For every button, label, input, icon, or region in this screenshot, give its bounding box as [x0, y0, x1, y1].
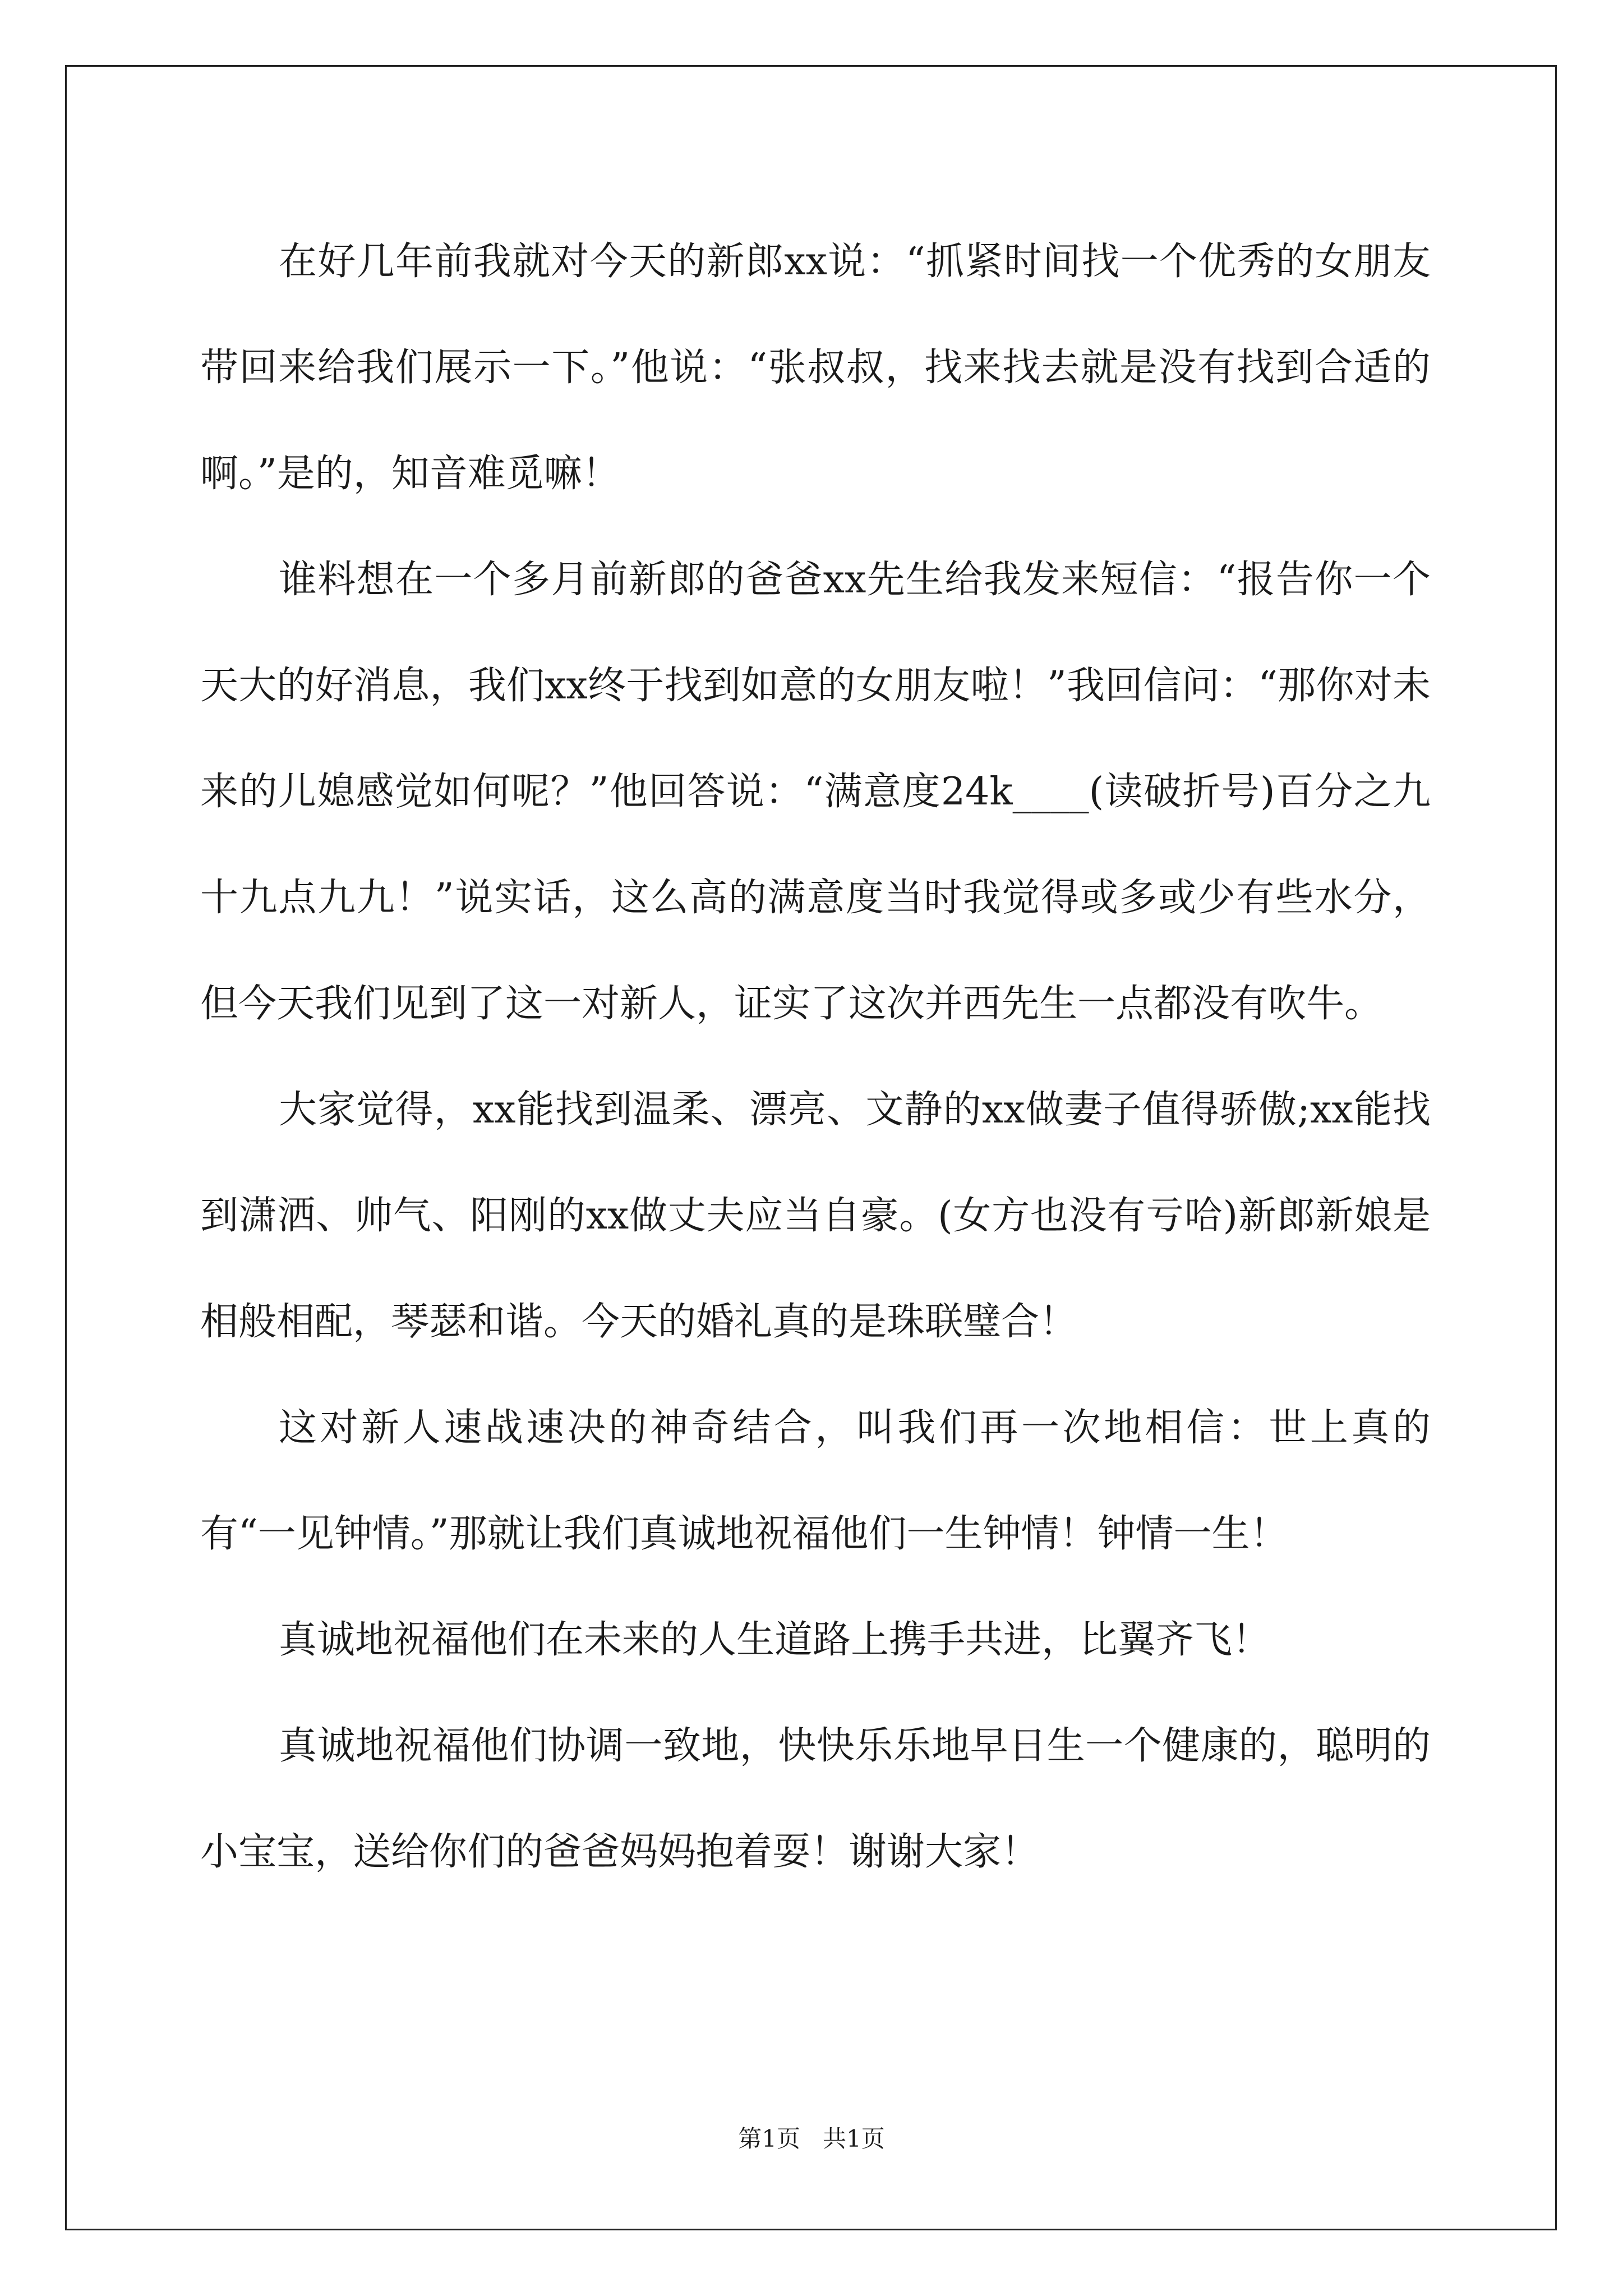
paragraph-3: 大家觉得，xx能找到温柔、漂亮、文静的xx做妻子值得骄傲;xx能找到潇洒、帅气、阳刚的xx做丈夫应当自豪。(女方也没有亏哈)新郎新娘是相般相配，琴瑟和谐。今天的婚礼真的是珠联璧合！ — [200, 1088, 1431, 1344]
paragraph-5: 真诚地祝福他们在未来的人生道路上携手共进，比翼齐飞！ — [279, 1618, 1271, 1662]
paragraph-1: 在好几年前我就对今天的新郎xx说：“抓紧时间找一个优秀的女朋友带回来给我们展示一下。”他说：“张叔叔，找来找去就是没有找到合适的啊。”是的，知音难觅嘛！ — [200, 240, 1431, 496]
paragraph-6: 真诚地祝福他们协调一致地，快快乐乐地早日生一个健康的，聪明的小宝宝，送给你们的爸爸妈妈抱着耍！谢谢大家！ — [200, 1724, 1431, 1874]
document-body — [200, 209, 1431, 1905]
paragraph-4: 这对新人速战速决的神奇结合，叫我们再一次地相信：世上真的有“一见钟情。”那就让我们真诚地祝福他们一生钟情！钟情一生！ — [200, 1406, 1431, 1556]
paragraph-2: 谁料想在一个多月前新郎的爸爸xx先生给我发来短信：“报告你一个天大的好消息，我们xx终于找到如意的女朋友啦！”我回信问：“那你对未来的儿媳感觉如何呢？”他回答说：“满意度24k____(读破折号)百分之九十九点九九！”说实话，这么高的满意度当时我觉得或多或少有些水分，但今天我们见到了这一对新人，证实了这次并西先生一点都没有吹牛。 — [200, 558, 1431, 1026]
page-number-footer: 第1页 共1页 — [738, 2125, 885, 2152]
